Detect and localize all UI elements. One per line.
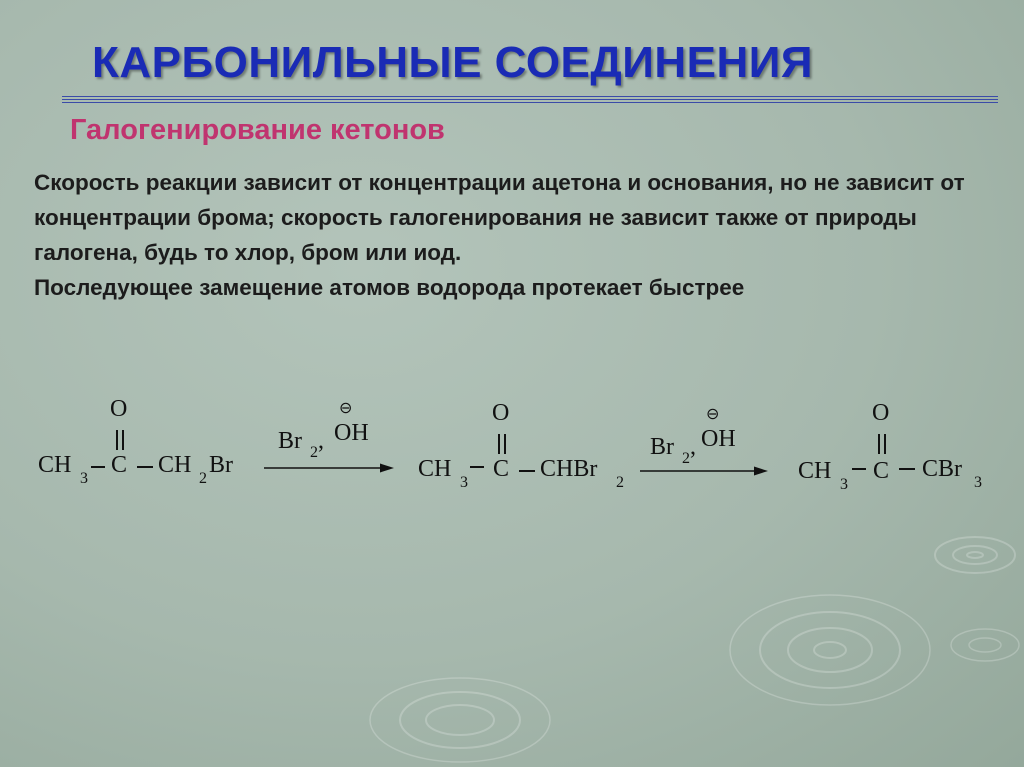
cbr-group: CBr (922, 456, 963, 482)
reagent-comma: , (318, 428, 324, 454)
title-underline (62, 96, 998, 104)
oxygen-atom: O (872, 400, 890, 426)
oxygen-atom: O (492, 400, 510, 426)
bromine-atom: Br (209, 452, 233, 478)
chbr-subscript: 2 (616, 474, 624, 491)
double-bond-left (878, 434, 880, 454)
cbr-subscript: 3 (974, 474, 982, 491)
arrow-right-icon (264, 462, 394, 474)
carbonyl-carbon: C (873, 458, 890, 484)
paragraph-substitution: Последующее замещение атомов водорода протекает быстрее (34, 275, 745, 300)
carbonyl-carbon: C (493, 456, 510, 482)
carbonyl-carbon: C (111, 452, 128, 478)
body-text (34, 165, 994, 305)
methyl-subscript: 3 (460, 474, 468, 491)
double-bond-right (884, 434, 886, 454)
methyl-ch: CH (798, 458, 832, 484)
double-bond-left (498, 434, 500, 454)
hydroxide: OH (334, 420, 369, 446)
chbr-group: CHBr (540, 456, 598, 482)
single-bond (137, 466, 153, 468)
reagent-bromine: Br (650, 434, 674, 460)
reaction-scheme (0, 390, 1024, 520)
single-bond (899, 468, 915, 470)
slide-title: КАРБОНИЛЬНЫЕ СОЕДИНЕНИЯ (92, 38, 814, 87)
single-bond (852, 468, 866, 470)
ch2-group: CH (158, 452, 192, 478)
reagent-bromine-subscript: 2 (310, 444, 318, 461)
methyl-subscript: 3 (840, 476, 848, 493)
reagent-bromine-subscript: 2 (682, 450, 690, 467)
double-bond-right (122, 430, 124, 450)
oxygen-atom: O (110, 396, 128, 422)
single-bond (519, 470, 535, 472)
arrow-right-icon (640, 465, 770, 477)
hydroxide: OH (701, 426, 736, 452)
reagent-bromine: Br (278, 428, 302, 454)
negative-charge: ⊖ (706, 406, 720, 423)
single-bond (470, 466, 484, 468)
paragraph-rate: Скорость реакции зависит от концентрации ацетона и основания, но не зависит от концентрации брома; скорость галогенирования не зависит также от природы галогена, будь то хлор, бром или иод. (34, 170, 965, 265)
methyl-ch: CH (38, 452, 72, 478)
methyl-subscript: 3 (80, 470, 88, 487)
double-bond-right (504, 434, 506, 454)
single-bond (91, 466, 105, 468)
methyl-ch: CH (418, 456, 452, 482)
double-bond-left (116, 430, 118, 450)
ch2-subscript: 2 (199, 470, 207, 487)
reagent-comma: , (690, 434, 696, 460)
slide-subtitle: Галогенирование кетонов (70, 114, 445, 146)
negative-charge: ⊖ (339, 400, 353, 417)
